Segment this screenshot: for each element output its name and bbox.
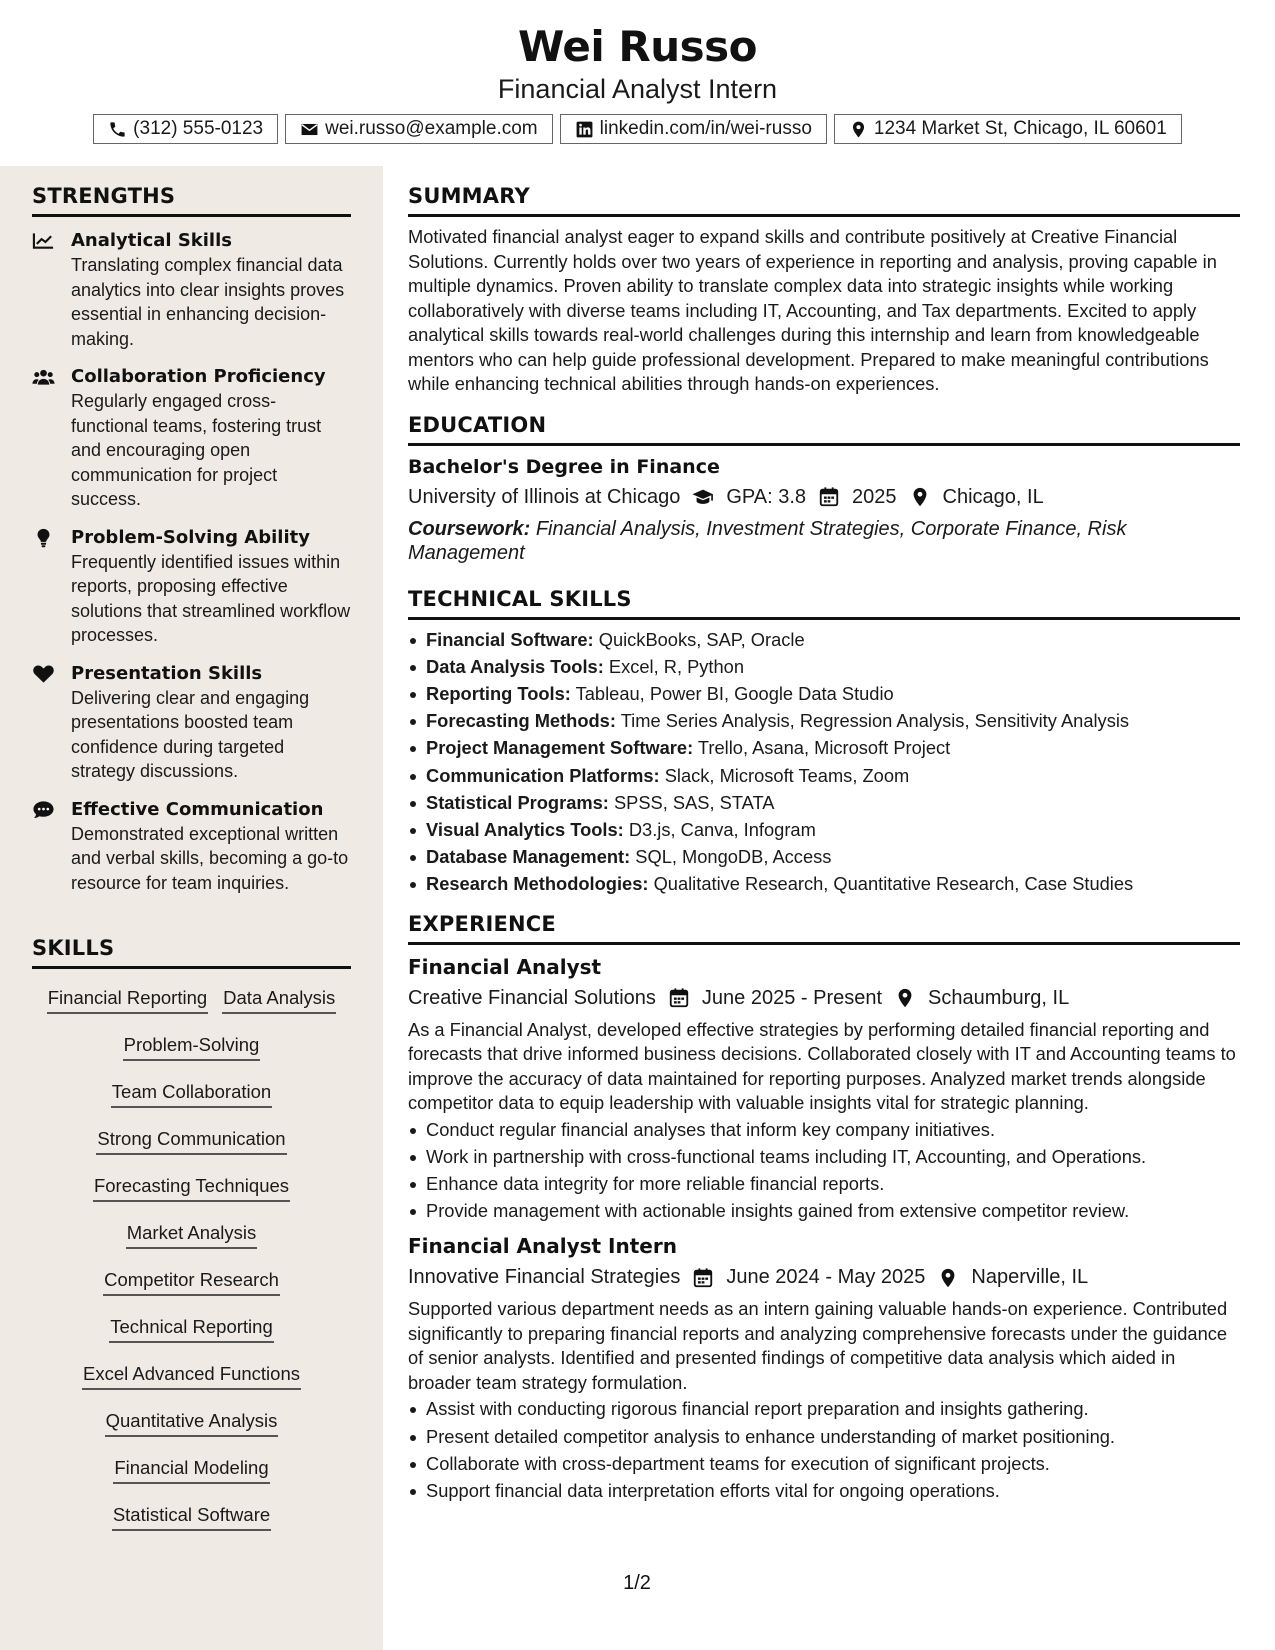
technical-skills-section <box>408 587 1240 898</box>
strength-desc: Translating complex financial data analytics into clear insights proves essential in enhancing decision-making. <box>71 255 345 349</box>
skill-chip: Excel Advanced Functions <box>82 1363 301 1390</box>
list-item: Visual Analytics Tools: D3.js, Canva, Infogram <box>408 816 1240 843</box>
education-meta <box>408 486 1240 509</box>
job-description: As a Financial Analyst, developed effective strategies by performing detailed financial reporting and forecasts that drive informed business decisions. Collaborated closely with IT and Accounting teams to improve the accuracy of data maintained for reporting purposes. Analyzed market trends alongside competitor data to equip leadership with valuable insights vital for strategic planning. <box>408 1018 1236 1114</box>
coursework-label: Coursework: <box>408 517 531 540</box>
list-item: Reporting Tools: Tableau, Power BI, Google Data Studio <box>408 680 1240 707</box>
strength-title: Presentation Skills <box>71 662 263 684</box>
strength-item <box>32 229 351 351</box>
technical-skills-title: TECHNICAL SKILLS <box>408 587 1240 620</box>
map-pin-icon <box>849 120 868 139</box>
comment-icon <box>32 800 55 820</box>
job-meta <box>408 1266 1240 1289</box>
list-item: Forecasting Methods: Time Series Analysis, Regression Analysis, Sensitivity Analysis <box>408 707 1240 734</box>
contact-email[interactable] <box>285 114 553 144</box>
job-title: Financial Analyst <box>408 954 602 979</box>
contact-linkedin[interactable] <box>560 114 827 144</box>
candidate-name: Wei Russo <box>518 22 757 71</box>
strength-desc: Regularly engaged cross-functional teams, fostering trust and encouraging open communication for project success. <box>71 391 322 509</box>
skill-chip: Technical Reporting <box>109 1316 273 1343</box>
map-pin-icon <box>909 486 931 508</box>
experience-section <box>408 912 1240 1505</box>
skills-list <box>32 969 351 1545</box>
strength-title: Collaboration Proficiency <box>71 366 326 387</box>
contact-phone[interactable] <box>93 114 278 144</box>
coursework-list: Financial Analysis, Investment Strategies, Corporate Finance, Risk Management <box>408 517 1127 564</box>
job-description: Supported various department needs as an intern gaining valuable hands-on experience. Contributed significantly to preparing financial reports and analyzing comprehensive forecasts under the guidance of senior analysts. Identified and presented findings of competitive data analysis which aided in broader team strategy formulation. <box>408 1298 1228 1393</box>
technical-skills-list <box>408 626 1240 898</box>
skill-chip: Market Analysis <box>126 1222 258 1249</box>
strength-title: Effective Communication <box>71 798 324 820</box>
experience-title: EXPERIENCE <box>408 912 1240 945</box>
education-section <box>408 413 1240 565</box>
map-pin-icon <box>937 1267 959 1289</box>
list-item: Enhance data integrity for more reliable financial reports. <box>408 1170 1240 1197</box>
contact-phone-text: (312) 555-0123 <box>133 118 264 139</box>
summary-text: Motivated financial analyst eager to expand skills and contribute positively at Creative Financial Solutions. Currently holds over two years of experience in reporting and analysis, proving capable in multiple dynamics. Proven ability to translate complex data into strategic insights while working collaboratively with diverse teams including IT, Accounting, and Tax departments. Excited to apply analytical skills towards real-world challenges during this internship and learn from knowledgeable mentors who can help guide professional development. Prepared to make meaningful contributions while enhancing technical abilities through hands-on experiences. <box>408 226 1217 394</box>
education-title: EDUCATION <box>408 413 1240 446</box>
skill-chip: Strong Communication <box>96 1128 286 1155</box>
strengths-section <box>32 184 351 895</box>
skills-title: SKILLS <box>32 936 351 969</box>
strength-item <box>32 662 351 784</box>
main-content <box>408 166 1240 1504</box>
skill-chip: Financial Modeling <box>113 1457 269 1484</box>
strength-item <box>32 365 351 512</box>
list-item: Conduct regular financial analyses that inform key company initiatives. <box>408 1116 1240 1143</box>
company-name: Innovative Financial Strategies <box>408 1266 681 1289</box>
school-location: Chicago, IL <box>942 485 1044 508</box>
contact-email-text: wei.russo@example.com <box>325 118 538 139</box>
job-location: Schaumburg, IL <box>928 986 1070 1009</box>
phone-icon <box>108 120 127 139</box>
list-item: Statistical Programs: SPSS, SAS, STATA <box>408 789 1240 816</box>
linkedin-icon <box>575 120 594 139</box>
contact-bar <box>0 114 1275 144</box>
job-bullets <box>408 1395 1240 1504</box>
skill-chip: Data Analysis <box>222 987 336 1014</box>
gpa: GPA: 3.8 <box>726 485 807 508</box>
graduation-cap-icon <box>692 486 714 508</box>
graduation-year: 2025 <box>852 485 897 508</box>
calendar-icon <box>692 1267 714 1289</box>
job-dates: June 2025 - Present <box>701 986 883 1009</box>
company-name: Creative Financial Solutions <box>408 986 656 1009</box>
job-entry <box>408 1234 1240 1504</box>
strength-item <box>32 798 351 896</box>
skill-chip: Competitor Research <box>103 1269 280 1296</box>
list-item: Communication Platforms: Slack, Microsoft Teams, Zoom <box>408 762 1240 789</box>
resume-header <box>0 0 1275 166</box>
strength-title: Analytical Skills <box>71 230 232 251</box>
job-entry <box>408 955 1240 1225</box>
job-meta <box>408 987 1240 1010</box>
contact-address-text: 1234 Market St, Chicago, IL 60601 <box>873 118 1167 139</box>
list-item: Project Management Software: Trello, Asana, Microsoft Project <box>408 734 1240 761</box>
list-item: Present detailed competitor analysis to enhance understanding of market positioning. <box>408 1423 1240 1450</box>
chart-line-icon <box>32 231 55 251</box>
lightbulb-icon <box>32 528 55 548</box>
job-bullets <box>408 1116 1240 1225</box>
strengths-title: STRENGTHS <box>32 184 351 217</box>
users-icon <box>32 367 55 387</box>
map-pin-icon <box>894 987 916 1009</box>
summary-section <box>408 184 1240 397</box>
skills-section <box>32 936 351 1545</box>
calendar-icon <box>668 987 690 1009</box>
skill-chip: Statistical Software <box>112 1504 271 1531</box>
skill-chip: Quantitative Analysis <box>105 1410 279 1437</box>
sidebar <box>0 166 383 1650</box>
page-number: 1/2 <box>623 1572 651 1594</box>
list-item: Database Management: SQL, MongoDB, Access <box>408 843 1240 870</box>
strength-title: Problem-Solving Ability <box>71 526 310 548</box>
degree-title: Bachelor's Degree in Finance <box>408 455 720 478</box>
strength-item <box>32 526 351 648</box>
skill-chip: Forecasting Techniques <box>93 1175 290 1202</box>
job-location: Naperville, IL <box>971 1266 1089 1289</box>
list-item: Assist with conducting rigorous financial report preparation and insights gathering. <box>408 1395 1240 1422</box>
skill-chip: Problem-Solving <box>123 1034 261 1061</box>
job-title: Financial Analyst Intern <box>408 1234 677 1259</box>
summary-title: SUMMARY <box>408 184 1240 217</box>
skill-chip: Financial Reporting <box>47 987 208 1014</box>
candidate-role: Financial Analyst Intern <box>497 74 778 104</box>
list-item: Provide management with actionable insights gained from extensive competitor review. <box>408 1197 1240 1224</box>
envelope-icon <box>300 120 319 139</box>
strength-desc: Delivering clear and engaging presentations boosted team confidence during targeted strategy discussions. <box>71 687 310 781</box>
strength-desc: Frequently identified issues within reports, proposing effective solutions that streamlined workflow processes. <box>71 551 351 645</box>
strength-desc: Demonstrated exceptional written and verbal skills, becoming a go-to resource for team inquiries. <box>71 823 349 893</box>
calendar-icon <box>818 486 840 508</box>
school-name: University of Illinois at Chicago <box>408 485 681 508</box>
list-item: Support financial data interpretation efforts vital for ongoing operations. <box>408 1477 1240 1504</box>
job-dates: June 2024 - May 2025 <box>726 1266 926 1289</box>
list-item: Data Analysis Tools: Excel, R, Python <box>408 653 1240 680</box>
skill-chip: Team Collaboration <box>111 1081 272 1108</box>
list-item: Financial Software: QuickBooks, SAP, Oracle <box>408 626 1240 653</box>
heart-icon <box>32 664 55 684</box>
coursework <box>408 517 1240 565</box>
list-item: Research Methodologies: Qualitative Research, Quantitative Research, Case Studies <box>408 870 1240 897</box>
list-item: Work in partnership with cross-functional teams including IT, Accounting, and Operations. <box>408 1143 1240 1170</box>
contact-linkedin-text: linkedin.com/in/wei-russo <box>599 118 812 139</box>
list-item: Collaborate with cross-department teams for execution of significant projects. <box>408 1450 1240 1477</box>
contact-address[interactable] <box>834 114 1182 144</box>
